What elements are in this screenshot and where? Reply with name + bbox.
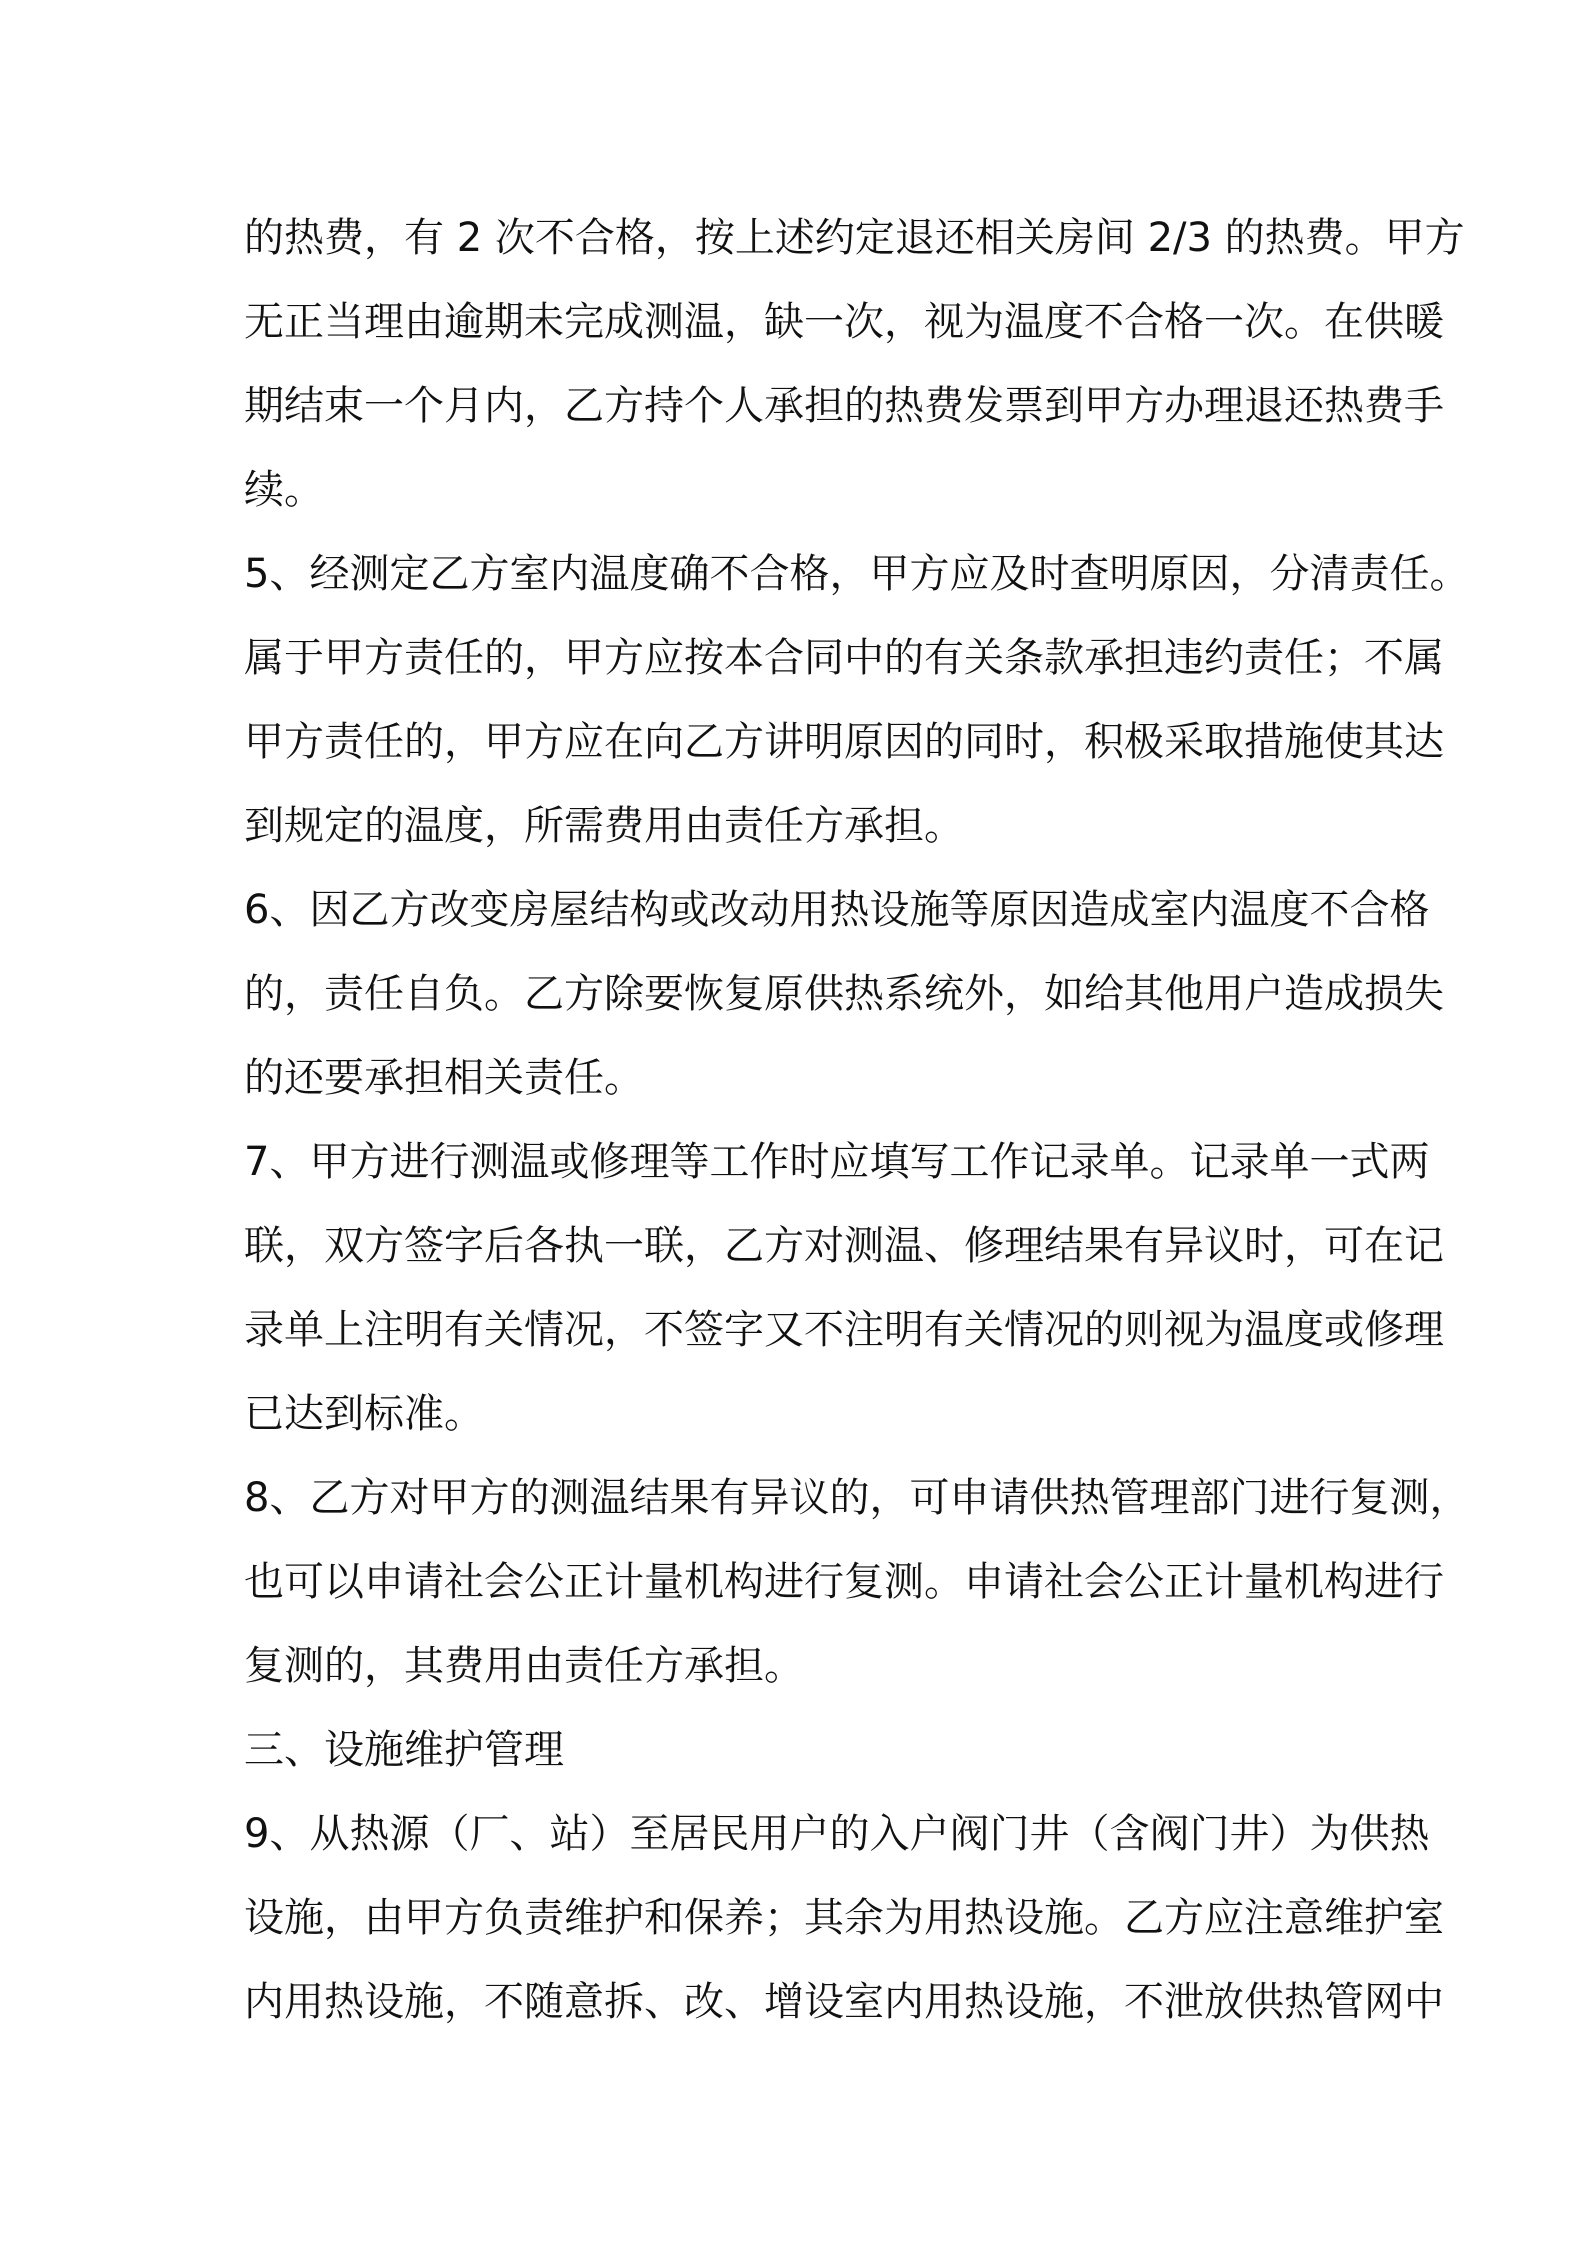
section-heading: 三、设施维护管理 (244, 1727, 564, 1773)
text-line: 属于甲方责任的，甲方应按本合同中的有关条款承担违约责任；不属 (244, 635, 1444, 681)
text-line: 的热费，有 2 次不合格，按上述约定退还相关房间 2/3 的热费。甲方 (244, 215, 1465, 261)
text-line: 的，责任自负。乙方除要恢复原供热系统外，如给其他用户造成损失 (244, 971, 1444, 1017)
text-line: 无正当理由逾期未完成测温，缺一次，视为温度不合格一次。在供暖 (244, 299, 1444, 345)
text-line: 录单上注明有关情况，不签字又不注明有关情况的则视为温度或修理 (244, 1307, 1444, 1353)
text-line: 到规定的温度，所需费用由责任方承担。 (244, 803, 964, 849)
text-line: 设施，由甲方负责维护和保养；其余为用热设施。乙方应注意维护室 (244, 1895, 1444, 1941)
text-line: 也可以申请社会公正计量机构进行复测。申请社会公正计量机构进行 (244, 1559, 1444, 1605)
text-line: 复测的，其费用由责任方承担。 (244, 1643, 804, 1689)
text-line: 内用热设施，不随意拆、改、增设室内用热设施，不泄放供热管网中 (244, 1979, 1444, 2025)
clause-7-line: 7、甲方进行测温或修理等工作时应填写工作记录单。记录单一式两 (244, 1139, 1430, 1185)
text-line: 甲方责任的，甲方应在向乙方讲明原因的同时，积极采取措施使其达 (244, 719, 1444, 765)
text-line: 续。 (244, 467, 324, 513)
text-line: 的还要承担相关责任。 (244, 1055, 644, 1101)
clause-6-line: 6、因乙方改变房屋结构或改动用热设施等原因造成室内温度不合格 (244, 887, 1430, 933)
text-line: 已达到标准。 (244, 1391, 484, 1437)
clause-5-line: 5、经测定乙方室内温度确不合格，甲方应及时查明原因，分清责任。 (244, 551, 1470, 597)
clause-9-line: 9、从热源（厂、站）至居民用户的入户阀门井（含阀门井）为供热 (244, 1811, 1430, 1857)
document-body (244, 196, 1470, 2044)
text-line: 联，双方签字后各执一联，乙方对测温、修理结果有异议时，可在记 (244, 1223, 1444, 1269)
clause-8-line: 8、乙方对甲方的测温结果有异议的，可申请供热管理部门进行复测， (244, 1475, 1470, 1521)
text-line: 期结束一个月内，乙方持个人承担的热费发票到甲方办理退还热费手 (244, 383, 1444, 429)
